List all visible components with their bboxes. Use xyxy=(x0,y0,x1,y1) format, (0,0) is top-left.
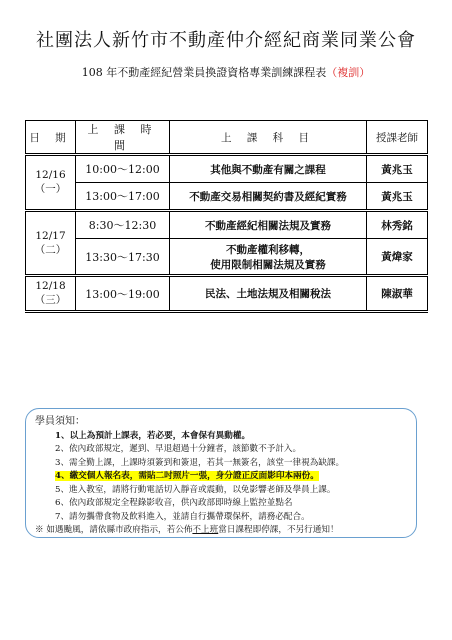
table-row xyxy=(26,276,428,312)
notes-title: 學員須知： xyxy=(35,416,85,427)
subtitle-text: 108 年不動產經紀營業員換證資格專業訓練課程表 xyxy=(81,66,327,79)
course-cell: 民法、土地法規及相關稅法 xyxy=(170,276,367,312)
date-cell xyxy=(26,211,76,276)
notes-item: 3、需全勤上課，上課時須簽到和簽退，若其一無簽名，該堂一律視為缺課。 xyxy=(55,457,345,468)
date-value: 12/16 xyxy=(35,169,66,181)
instructor-cell: 林秀銘 xyxy=(367,211,428,239)
student-notes-box xyxy=(25,408,417,538)
table-row xyxy=(26,239,428,276)
schedule-table xyxy=(25,120,428,313)
schedule-subtitle xyxy=(0,64,452,80)
course-cell xyxy=(170,239,367,276)
retraining-mark: （複訓） xyxy=(326,66,371,79)
notes-item: 2、依內政部規定，遲到、早退超過十分鐘者，該節數不予計入。 xyxy=(55,444,302,454)
notice-text: 當日課程即停課，不另行通知！ xyxy=(218,525,339,535)
course-cell: 不動產交易相關契約書及經紀實務 xyxy=(170,183,367,211)
organization-title: 社團法人新竹市不動產仲介經紀商業同業公會 xyxy=(36,30,416,51)
table-row xyxy=(26,183,428,211)
table-row xyxy=(26,211,428,239)
col-date: 日 期 xyxy=(26,121,76,155)
col-time: 上 課 時 間 xyxy=(76,121,170,155)
col-course: 上 課 科 目 xyxy=(170,121,367,155)
notice-text: ※ 如遇颱風，請依縣市政府指示，若公佈 xyxy=(35,525,193,535)
time-cell: 13:30～17:30 xyxy=(76,239,170,276)
date-value: 12/17 xyxy=(35,229,66,242)
notes-item: 7、請勿攜帶食物及飲料進入，並請自行攜帶環保杯，請務必配合。 xyxy=(55,511,310,522)
course-line: 使用限制相關法規及實務 xyxy=(210,258,326,271)
table-header-row xyxy=(26,121,428,155)
notes-item-highlighted xyxy=(35,470,407,484)
notice-underlined: 不上班 xyxy=(192,525,219,535)
notes-item: 1、以上為預計上課表，若必要，本會保有異動權。 xyxy=(55,430,251,441)
col-instructor: 授課老師 xyxy=(367,121,428,155)
course-cell: 不動產經紀相關法規及實務 xyxy=(170,211,367,239)
typhoon-notice xyxy=(35,524,407,538)
date-cell xyxy=(26,276,76,312)
notes-item: 6、依內政部規定全程錄影收音，供內政部即時線上監控並點名 xyxy=(55,498,293,508)
date-value: 12/18 xyxy=(35,280,66,292)
weekday-value: （一） xyxy=(34,183,67,195)
weekday-value: （二） xyxy=(34,243,67,256)
instructor-cell: 黃煒家 xyxy=(367,239,428,276)
date-cell xyxy=(26,155,76,211)
highlight: 4、繳交個人報名表，需貼二吋照片一張，身分證正反面影印本兩份。 xyxy=(55,471,319,481)
time-cell: 10:00～12:00 xyxy=(76,155,170,183)
course-line: 不動產權利移轉， xyxy=(226,243,310,256)
instructor-cell: 陳淑華 xyxy=(367,276,428,312)
notes-item: 5、進入教室，請將行動電話切入靜音或震動，以免影響老師及學員上課。 xyxy=(55,484,336,495)
time-cell: 13:00～19:00 xyxy=(76,276,170,312)
instructor-cell: 黃兆玉 xyxy=(367,155,428,183)
time-cell: 13:00～17:00 xyxy=(76,183,170,211)
table-row xyxy=(26,155,428,183)
weekday-value: （三） xyxy=(34,294,67,306)
course-cell: 其他與不動產有關之課程 xyxy=(170,155,367,183)
time-cell: 8:30～12:30 xyxy=(76,211,170,239)
instructor-cell: 黃兆玉 xyxy=(367,183,428,211)
